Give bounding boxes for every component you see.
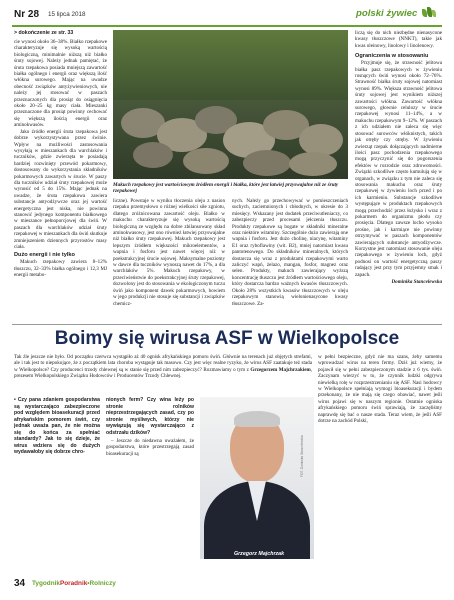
brand-suffix: Rolniczy (89, 580, 116, 587)
article-divider (12, 324, 442, 325)
article-author: Dominika Stancelewska (391, 279, 442, 286)
portrait-photo (200, 397, 314, 559)
photo-credit: FOT. Dominika Stancelewska (300, 435, 304, 477)
article-column-3 (232, 198, 348, 307)
page-number: 34 (14, 578, 26, 589)
continuation-note: > dokończenie ze str. 33 (14, 30, 74, 36)
lead-interviewee: Grzegorzem Majchrzakiem (250, 366, 311, 373)
article-paragraph: liczne). Powstaje w wyniku tłoczenia oleju z nasion rzepaku przemysłowo o różnej wielkości siłe zgniotu, dlatego zróżnicowana zawartość oleju. Białko w makuchu charakteryzuje się wysoką wartością biologiczną ze względu na dobre zbilansowany skład aminokwasowy, jest ono również łatwiej przyswajalne niż białko śruty rzepakowej. Makuch rzepakowy jest lepszym źródłem większości mikroelementów, a wapnia i fosforu jest nawet więcej niż w poekstrakcyjnej śrucie sojowej. Maksymalne poziomy w dawce dla tuczników wynoszą nawet do 17%, a dla warchlaków 5%. Makuch rzepakowy, w przeciwieństwie do poekstrakcyjnej śruty rzepakowej, dozwolony jest do stosowania w ekologiczonym tuczu świń jako komponent dawek pokarmowych, bowiem w jego produkcji nie stosuje się substancji i związków chemicz- (113, 198, 225, 307)
article-paragraph: Jako źródło energii śruta rzepakowa jest dobrze wykorzystywana przez świnie. Wpływ na możliwości zastosowania wysyłają w mieszankach dla warchlaków i tuczników, gdzie zwierzęta te posiadają bardziej rozwinięty przewód pokarmowy, dostosowany do wykorzystania składników pokarmowych zawartych w śrucie. W paszy dla tuczników udział śruty rzepakowej może wynosić od 5 do 15%. Mając jednak na uwadze, że śruta rzepakowa zawiera substancje antyodżywcze oraz jej wartość energetyczna jest niska, nie powinna stanowić jedynego komponentu białkowego w mieszance pełnoporcjowej dla świń. W paszach dla warchlaków udział śruty rzepakowej w mieszankach dla świń skutkuje zmniejszeniem dziennych przyrostów masy ciała. (14, 128, 107, 250)
section-subheading: Dużo energii i nie tylko (14, 252, 75, 259)
lead-text: Tak źle jeszcze nie było. Od początku czerwca wystąpiło aż 40 ognisk afrykańskiego pomoru świń. Głównie na terenach już objętych strefami, ale i tak jest to niepokojące, że z początkiem lata choroba wystąpuje tak masowo. Czy jest więc realne ryzyko, że wirus ASF zaatakuje też stada w Wielkopolsce? Czy producenci trzody chlewnej są w stanie się przed nim zabezpieczyć? Rozmawiamy o tym z (14, 354, 312, 373)
cake-pellet (243, 150, 291, 176)
lead-tail: , prezesem Wielkopolskiego Związku Hodowców i Producentów Trzody Chlewnej. (14, 366, 312, 380)
interview-question: nionych ferm? Czy wina leży po stronie rolników nieprzestrzegających zasad, czy po stronie myśliwych, którzy nie wywiązują się wystarczająco z odstrzału dzików? (106, 397, 194, 436)
interview-column-1 (14, 397, 100, 456)
interview-answer: – Jeszcze do niedawna uważałem, że gospodarstwa, które przestrzegają zasad bioasekuracji są (106, 438, 194, 457)
interview-question: • Czy pana zdaniem gospodarstwa są wystarczająco zabezpieczone pod względem bioasekuracji przed afrykańskim pomorem świń, czy jednak uważa pan, że nie można się do końca za spełniać standardy? Jak to się dzieje, że wirus wdziera się do dużych wydawałoby się dobrze chro- (14, 397, 100, 455)
brand-wordmark: polski żywiec (356, 8, 418, 19)
grass-background (113, 30, 348, 100)
brand-dot: • (87, 580, 90, 587)
brand-prefix: Tygodnik (32, 580, 60, 587)
article-column-4 (355, 30, 442, 285)
cake-pellet (289, 152, 337, 176)
article-column-1 (14, 30, 107, 279)
interview-answer: w pełni bezpieczne, gdyż nie ma szans, żeby samemu wprowadzać wirus na teren fermy. Dziś już wiemy, że pojawił się w pełni zabezpieczonym stadzie z 6 tys. świń. Zaczynam wierzyć w to, że czynnik ludzki odgrywa niewielką rolę w rozprzestrzenianiu się ASF. Nasi hodowcy w Wielkopolsce spełniają wymogi bioasekuracji i bydem przekonany, że nie mają się czego obawiać, nawet jeśli wirus pojawi się w naszym regionie. Ostatnie ogniska afrykańskiego pomoru świń sprawiają, że zaczęliśmy naprawdę się bać o nasze stada. Teraz wiem, że jeśli ASF dotrze na zachód Polski, (318, 354, 442, 425)
issue-date: 15 lipca 2018 (48, 11, 86, 18)
cake-pellet (299, 124, 343, 156)
issue-number: Nr 28 (14, 9, 40, 20)
headline: Boimy się wirusa ASF w Wielkopolsce (54, 328, 400, 349)
article-paragraph: liczą się do nich niezbędne nienasycone kwasy tłuszczowe (NNKT), takie jak kwas oleinowy, linolowy i linolenowy. (355, 30, 442, 49)
brand-logo (356, 6, 442, 22)
article-paragraph: Przyjmuje się, że strawność jelitowa białka pasz rzepakowych w żywieniu rosnących świń wynosi około 72–76%. Strawność białka śruty sojowej natomiast wynosi 89%. Większa strawność jelitowa śruty sojowej jest wynikiem niższej zawartości włókna. Zawartość włókna surowego, głownie celulozy w śrucie rzepakowej wynosi 11–14%, a w makuchu rzepakowym 9–12%. W paszach z ich udziałem nie zaleca się więc stosować surowców włóknistych, takich jak otręby czy otręby. W żywieniu zwierząt rzepak dołączających nadmierne ilości pasz pochodzenia rzepakowego mogą przyczynić się do pogorszenia efektów w rozrodzie oraz zdrowotności. Związki szkodliwe często kumulują się w organach, w związku z tym nie zaleca się stosowania makuchu oraz śruty rzepakowej w żywieniu loch przed i po ich karmieniu. Substancje szkodliwe występujące w produktach rzepakowych mogą przechodzić przez łożysko i wraz z pokarmem do organizmu płodu czy prosięcia. Dlatego zawsze locho wysoko prośne, jak i karmiące nie powinny otrzymywać w paszach komponentów zawierających substancje antyodżywcze. Korzystne jest natomiast stosowanie oleju rzepakowego w żywieniu loch, gdyż podnosi on wartość energetyczną paszy radający jest przy tym przyjemny smak i zapach. (355, 60, 442, 278)
article-column-2 (113, 198, 225, 307)
section-subheading: Ograniczenia w stosowaniu (355, 53, 429, 60)
portrait-hair (234, 411, 280, 427)
header-rule (12, 25, 442, 27)
article-paragraph: nych. Należy go przechowywać w pomieszczeniach suchych, zaciemnionych i chłodnych, w okresie do 3 miesięcy. Wskazany jest dodatek przeciwutleniaczy, co zabezpieczy przed procesami jełczenia tłuszczu. Produkty rzepakowe są bogate w składniki mineralne oraz niektóre witaminy. Szczególnie dużo zawierają one wapnia i fosforu. Jest dużo cholinę, niacynę, witaminy E1 oraz ryboflawiny (wit. B2), mniej natomiast kwasu pantotenowego. Do składników mineralnych, których dostarcza się wraz z produktami rzepakowymi warto zaliczyć wapń, żelazo, mangan, fosfor, magnez oraz selen. Produkty, makuch zawierający wyższą koncentrację tłuszczu jest źródłem wartościowego oleju, który dostarcza bardzo ważnych kwasów tłuszczowych. Około 28% wszystkich kwasów tłuszczowych w oleju rzepakowym stanowią wielonienasycone kwasy tłuszczowe. Za- (232, 198, 348, 307)
rapeseed-cake-photo (113, 30, 348, 179)
photo-caption: Makuch rzepakowy jest wartościowym źródłem energii i białka, które jest łatwiej przyswajalne niż ze śruty rzepakowej (113, 182, 339, 195)
portrait-caption: Grzegorz Majchrzak (234, 551, 285, 557)
interview-column-2 (106, 397, 194, 457)
article-paragraph: Makuch rzepakowy zawiera 8–12% tłuszczu, 32–33% białka ogólnego i 12,3 MJ energii metabo- (14, 259, 107, 279)
leaf-icon (432, 10, 436, 17)
cake-pellet (183, 148, 229, 174)
footer-brand (32, 580, 116, 587)
article-paragraph: cie wynosi około 36–38%. Białko rzepakowe charakteryzuje się wysoką wartością biologiczną, minimalnie niższą niż białko śruty sojowej. Należy jednak pamiętać, że śruta rzepakowa posiada mniejszą zawartość białka ogólnego i energii oraz większą ilość włókna surowego. Mając na uwadze obecność związków antyżywieniowych, nie należy jej stosować w paszach przeznaczonych dla prosiąt do osiągnięcia około 20–25 kg masy ciała. Mieszanki przeznaczone dla prosiąt powinny cechować się większą ilością energii oraz aminokwasów. (14, 39, 107, 129)
cake-pellet (133, 142, 173, 168)
article-lead (14, 354, 312, 380)
brand-middle: Poradnik (59, 580, 88, 587)
interview-column-3 (318, 354, 442, 424)
